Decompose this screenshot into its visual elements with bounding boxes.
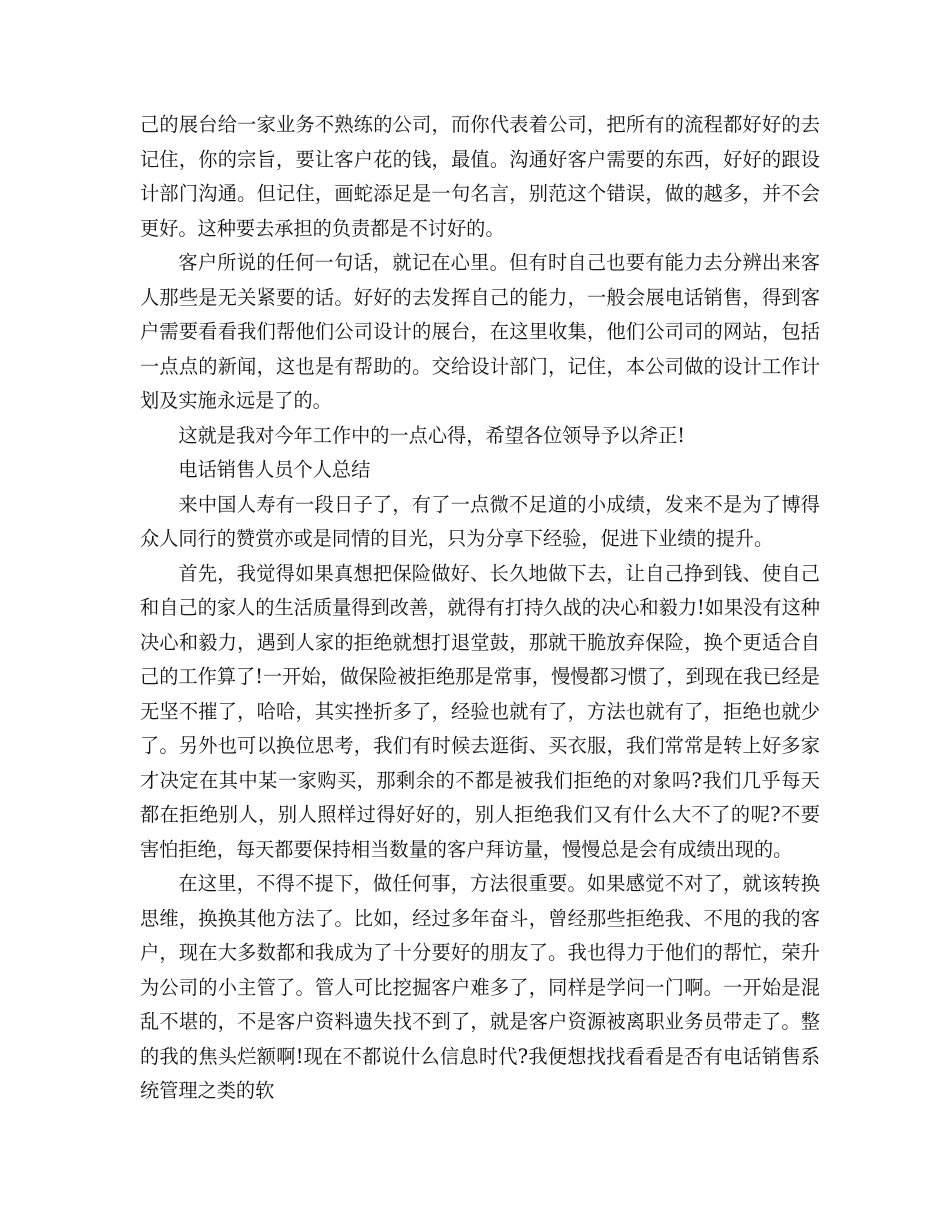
paragraph: 首先，我觉得如果真想把保险做好、长久地做下去，让自己挣到钱、使自己和自己的家人的生活质量得到改善，就得有打持久战的决心和毅力!如果没有这种决心和毅力，遇到人家的拒绝就想打退堂鼓，那就干脆放弃保险，换个更适合自己的工作算了!一开始，做保险被拒绝那是常事，慢慢都习惯了，到现在我已经是无坚不摧了，哈哈，其实挫折多了，经验也就有了，方法也就有了，拒绝也就少了。另外也可以换位思考，我们有时候去逛街、买衣服，我们常常是转上好多家才决定在其中某一家购买，那剩余的不都是被我们拒绝的对象吗?我们几乎每天都在拒绝别人，别人照样过得好好的，别人拒绝我们又有什么大不了的呢?不要害怕拒绝，每天都要保持相当数量的客户拜访量，慢慢总是会有成绩出现的。 (140, 561, 820, 861)
paragraph: 客户所说的任何一句话，就记在心里。但有时自己也要有能力去分辨出来客人那些是无关紧要的话。好好的去发挥自己的能力，一般会展电话销售，得到客户需要看看我们帮他们公司设计的展台，在这里收集，他们公司司的网站，包括一点点的新闻，这也是有帮助的。交给设计部门，记住，本公司做的设计工作计划及实施永远是了的。 (140, 251, 820, 412)
paragraph-continued: 己的展台给一家业务不熟练的公司，而你代表着公司，把所有的流程都好好的去记住，你的宗旨，要让客户花的钱，最值。沟通好客户需要的东西，好好的跟设计部门沟通。但记住，画蛇添足是一句名言，别范这个错误，做的越多，并不会更好。这种要去承担的负责都是不讨好的。 (140, 113, 820, 240)
document-page (140, 108, 820, 1109)
paragraph: 这就是我对今年工作中的一点心得，希望各位领导予以斧正! (178, 423, 685, 447)
section-heading: 电话销售人员个人总结 (178, 458, 371, 481)
paragraph: 在这里，不得不提下，做任何事，方法很重要。如果感觉不对了，就该转换思维，换换其他方法了。比如，经过多年奋斗，曾经那些拒绝我、不甩的我的客户，现在大多数都和我成为了十分要好的朋友了。我也得力于他们的帮忙，荣升为公司的小主管了。管人可比挖掘客户难多了，同样是学问一门啊。一开始是混乱不堪的，不是客户资料遗失找不到了，就是客户资源被离职业务员带走了。整的我的焦头烂额啊!现在不都说什么信息时代?我便想找找看看是否有电话销售系统管理之类的软 (140, 872, 820, 1102)
paragraph: 来中国人寿有一段日子了，有了一点微不足道的小成绩，发来不是为了博得众人同行的赞赏亦或是同情的目光，只为分享下经验，促进下业绩的提升。 (140, 492, 820, 550)
